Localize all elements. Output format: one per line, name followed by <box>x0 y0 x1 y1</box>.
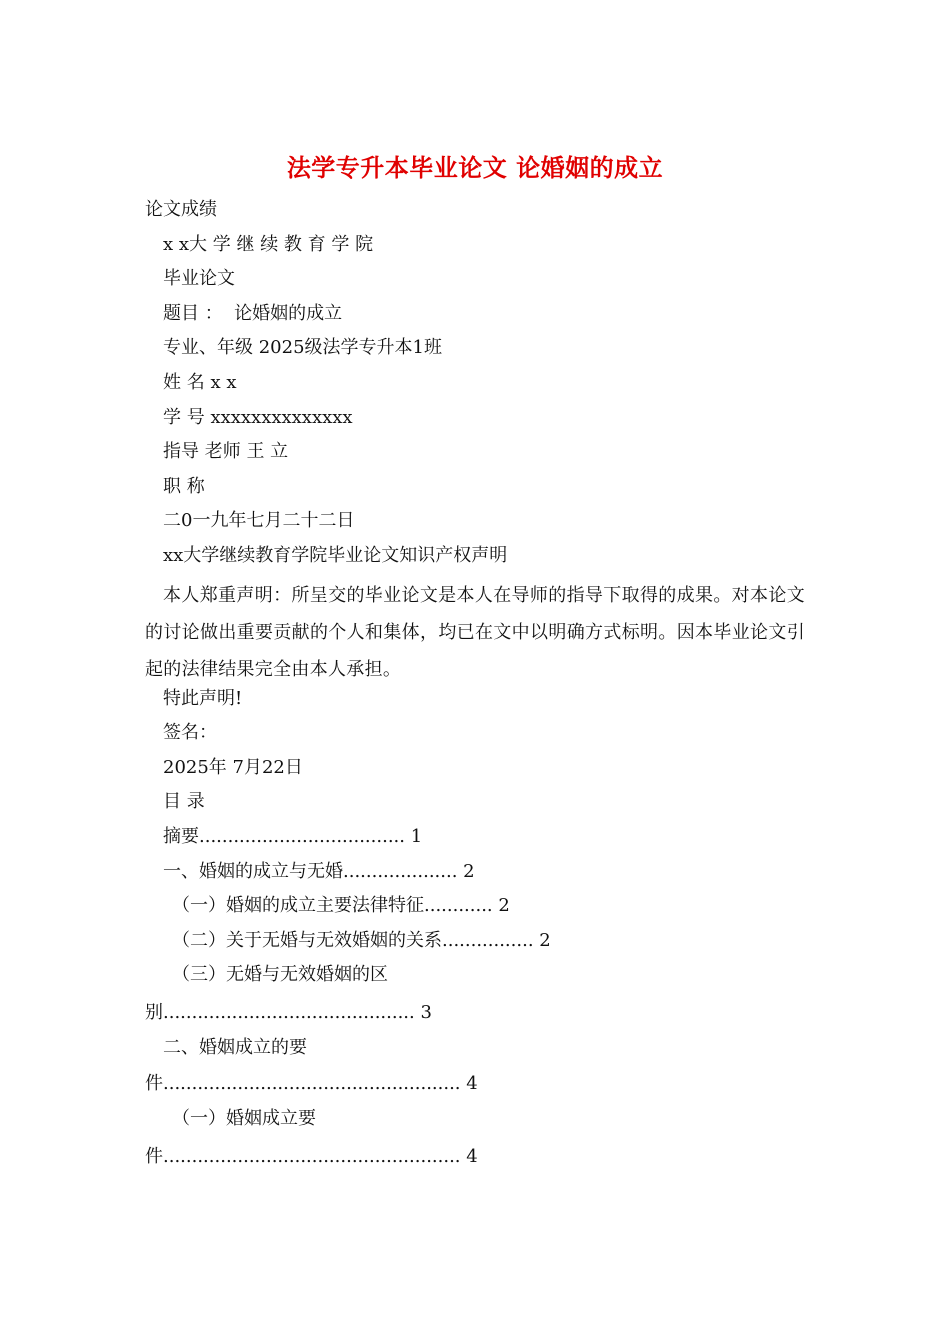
student-id-line: 学 号 xxxxxxxxxxxxxx <box>163 407 353 428</box>
toc-entry: （一）婚姻的成立主要法律特征............ 2 <box>172 895 510 916</box>
rank-line: 职 称 <box>163 476 205 497</box>
cover-date: 二0一九年七月二十二日 <box>163 510 355 531</box>
name-line: 姓 名 x x <box>163 372 237 393</box>
document-title: 法学专升本毕业论文 论婚姻的成立 <box>286 153 664 182</box>
toc-entry-continuation: 件.................................................... 4 <box>145 1073 478 1094</box>
advisor-line: 指导 老师 王 立 <box>163 441 289 462</box>
declaration-date: 2025年 7月22日 <box>163 757 303 778</box>
toc-entry-continuation: 别............................................ 3 <box>145 1002 432 1023</box>
toc-entry-continuation: 件.................................................... 4 <box>145 1146 478 1167</box>
major-line: 专业、年级 2025级法学专升本1班 <box>163 337 442 358</box>
toc-entry: 一、婚姻的成立与无婚.................... 2 <box>163 861 475 882</box>
declaration-closing: 特此声明! <box>163 688 243 709</box>
declaration-heading: xx大学继续教育学院毕业论文知识产权声明 <box>163 545 508 566</box>
toc-entry: 二、婚姻成立的要 <box>163 1037 307 1058</box>
topic-line: 题目 ： 论婚姻的成立 <box>163 303 343 324</box>
toc-entry: （一）婚姻成立要 <box>172 1108 316 1129</box>
declaration-body: 本人郑重声明：所呈交的毕业论文是本人在导师的指导下取得的成果。对本论文的讨论做出重要贡献的个人和集体，均已在文中以明确方式标明。因本毕业论文引起的法律结果完全由本人承担。 <box>145 585 805 680</box>
doc-type: 毕业论文 <box>163 268 235 289</box>
toc-heading: 目 录 <box>163 791 205 812</box>
toc-entry: （二）关于无婚与无效婚姻的关系................ 2 <box>172 930 551 951</box>
college-name: x x大 学 继 续 教 育 学 院 <box>163 234 374 255</box>
signature-line: 签名： <box>163 722 217 743</box>
toc-entry: （三）无婚与无效婚姻的区 <box>172 964 388 985</box>
grade-label: 论文成绩 <box>145 199 217 220</box>
toc-entry: 摘要.................................... 1 <box>163 826 423 847</box>
